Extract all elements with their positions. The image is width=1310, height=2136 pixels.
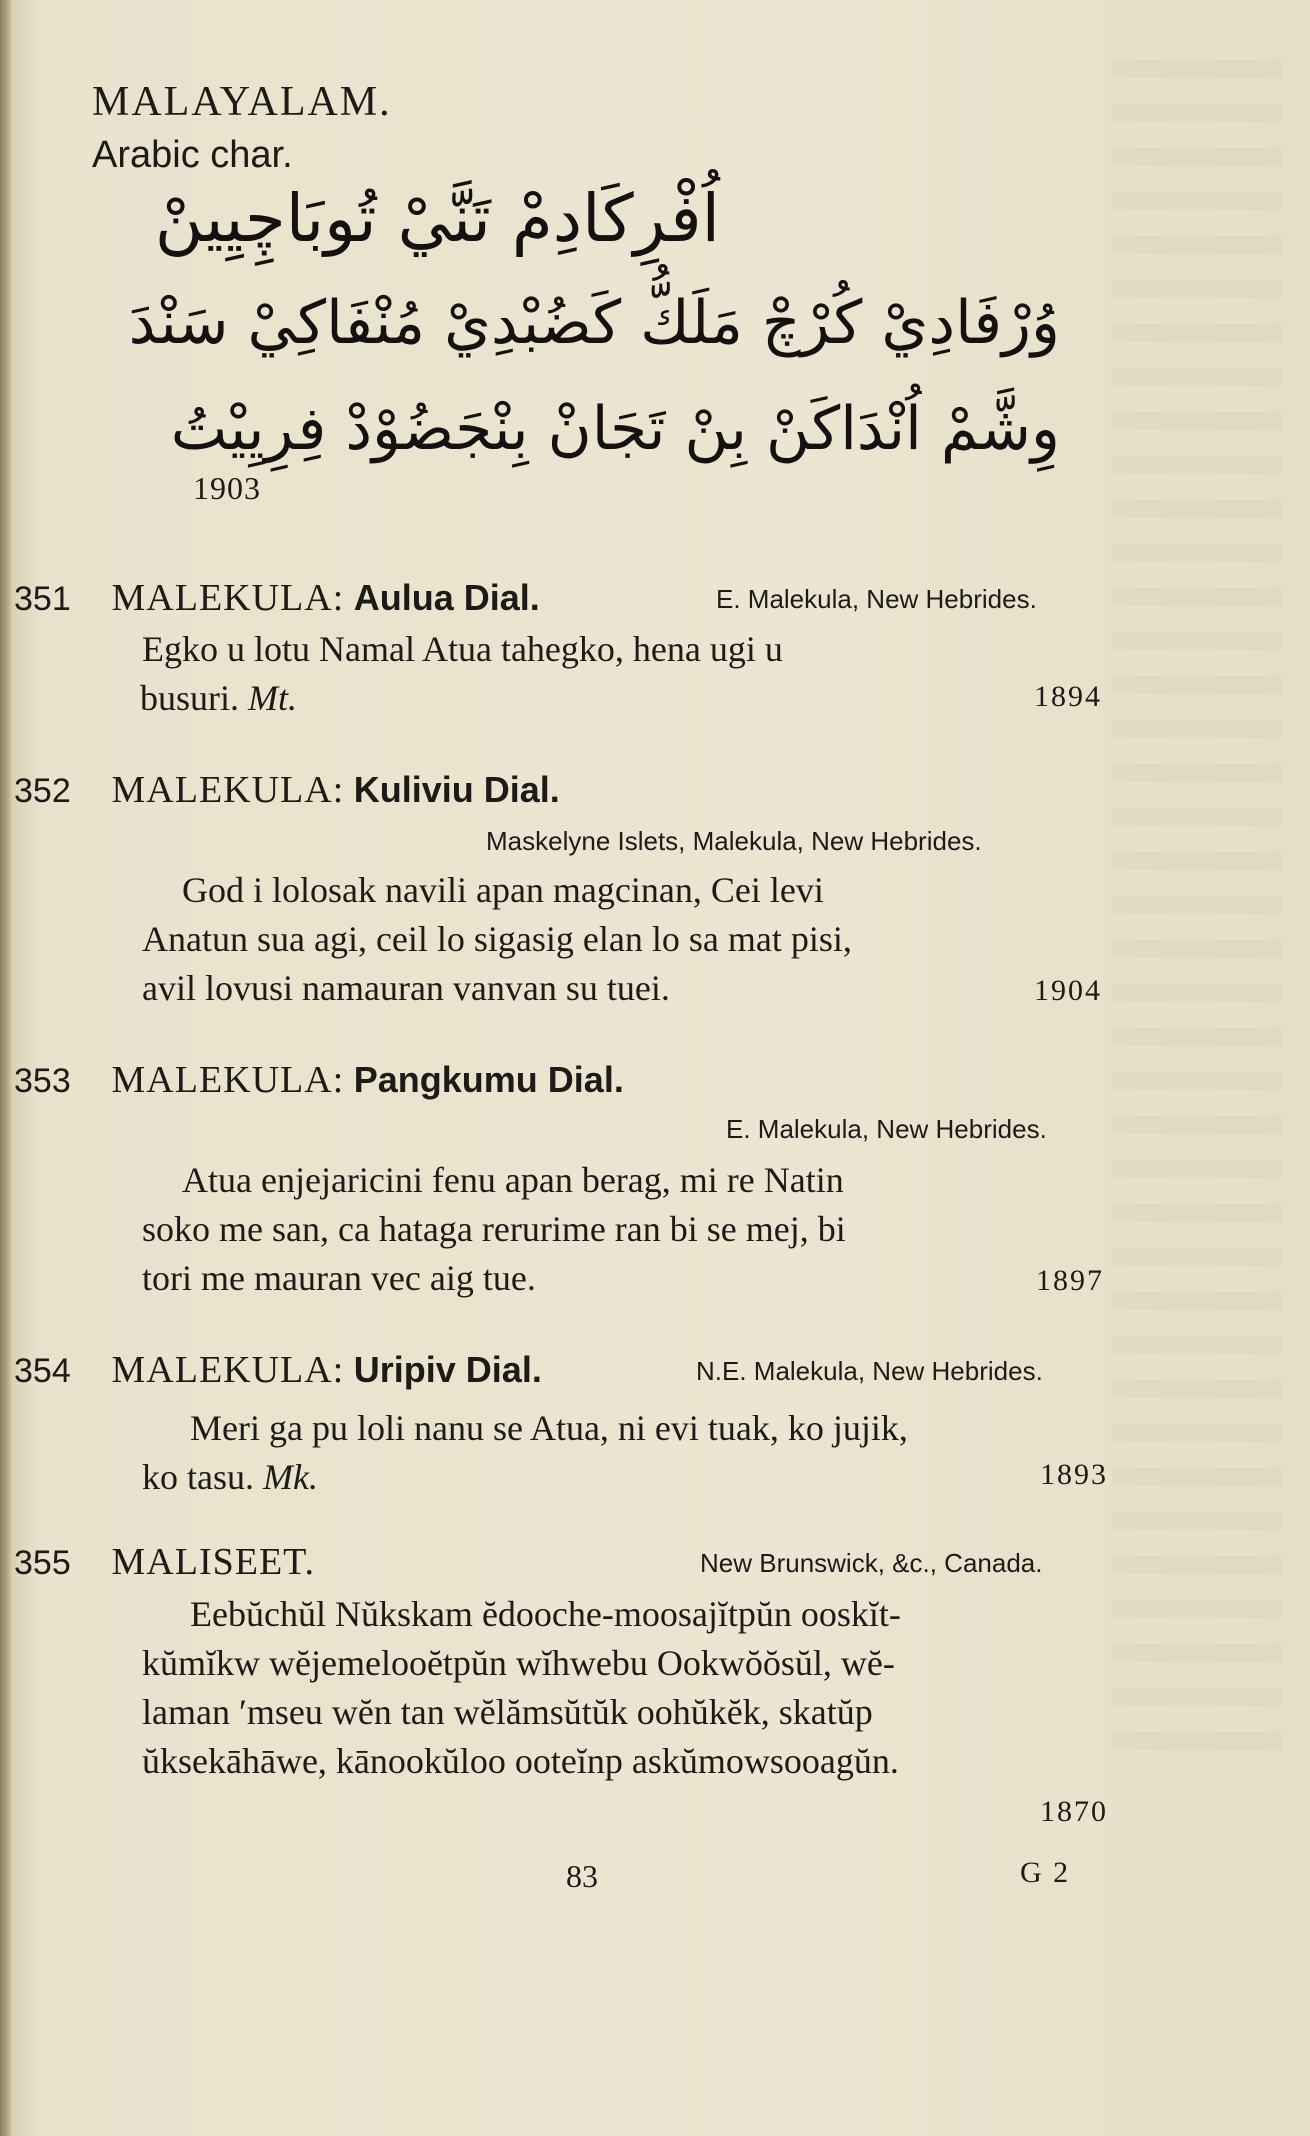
bleed-through-text [1112,60,1282,1760]
entry-352-year: 1904 [1034,974,1102,1007]
entry-354-verse [142,1404,1122,1502]
entry-353-location: E. Malekula, New Hebrides. [726,1114,1047,1144]
entry-language: MALEKULA: [111,577,345,619]
entry-352-heading [14,768,560,812]
entry-language: MALEKULA: [111,1059,345,1101]
entry-351-heading [14,576,540,620]
entry-352-verse [142,866,1122,1013]
entry-354-year: 1893 [1040,1458,1108,1491]
entry-number: 355 [14,1544,71,1582]
verse-line: tori me mauran vec aig tue. [142,1258,536,1298]
verse-line: Meri ga pu loli nanu se Atua, ni evi tuak, ko jujik, [190,1408,908,1448]
entry-351-location: E. Malekula, New Hebrides. [716,584,1037,614]
verse-line: ŭksekāhāwe, kānookŭloo ooteĭnp askŭmowsooagŭn. [142,1741,899,1781]
verse-line: kŭmĭkw wĕjemelooĕtpŭn wĭhwebu Ookwŏŏsŭl, wĕ- [142,1643,895,1683]
arabic-line-1: اُفْرِكَادِمْ تَنَّيْ تُوبَاچِيِينْ [154,180,720,257]
entry-353-verse [142,1156,1122,1303]
arabic-line-2: وُرْفَادِيْ كُرْچْ مَلَكُّ كَضُبْدِيْ مُنْفَاكِيْ سَنْدَ [128,288,1060,358]
entry-number: 354 [14,1352,71,1390]
entry-language: MALEKULA: [111,1349,345,1391]
signature-mark: G 2 [1020,1856,1071,1889]
verse-line: God i lolosak navili apan magcinan, Cei levi [182,870,824,910]
entry-number: 351 [14,580,71,618]
entry-355-year: 1870 [1040,1795,1108,1828]
verse-line: Anatun sua agi, ceil lo sigasig elan lo sa mat pisi, [142,919,852,959]
verse-line: Egko u lotu Namal Atua tahegko, hena ugi u [142,629,783,669]
verse-line-text: busuri. [140,678,239,718]
arabic-line-3: وِشَّمْ اُنْدَاكَنْ بِنْ تَجَانْ بِنْجَضُوْدْ فِرِيِيْتُ [170,394,1060,464]
arabic-script-verse [128,180,1060,520]
entry-352-location: Maskelyne Islets, Malekula, New Hebrides. [486,826,982,856]
verse-line: soko me san, ca hataga rerurime ran bi se mej, bi [142,1209,846,1249]
arabic-verse-year: 1903 [193,470,261,506]
verse-line: laman ʹmseu wĕn tan wĕlămsŭtŭk oohŭkĕk, skatŭp [142,1692,873,1732]
verse-line: Atua enjejaricini fenu apan berag, mi re Natin [182,1160,844,1200]
entry-354-location: N.E. Malekula, New Hebrides. [696,1356,1043,1386]
entry-dialect: Pangkumu Dial. [353,1059,624,1100]
entry-351-year: 1894 [1034,680,1102,713]
entry-351-verse [142,625,1122,723]
page-binding-shadow [0,0,12,2136]
verse-line: Eebŭchŭl Nŭkskam ĕdooche-moosajĭtpŭn ooskĭt- [190,1594,901,1634]
verse-line [142,1453,1122,1502]
entry-353-year: 1897 [1036,1264,1104,1297]
page-number: 83 [566,1858,598,1894]
section-title: MALAYALAM. [92,79,392,125]
verse-line-text: ko tasu. [142,1457,254,1497]
entry-dialect: Kuliviu Dial. [353,769,560,810]
verse-line: avil lovusi namauran vanvan su tuei. [142,968,670,1008]
entry-language: MALEKULA: [111,769,345,811]
section-subtitle: Arabic char. [92,134,293,176]
entry-number: 353 [14,1062,71,1100]
entry-dialect: Uripiv Dial. [353,1349,542,1390]
verse-reference: Mt. [248,678,297,718]
entry-355-verse [142,1590,1132,1786]
entry-number: 352 [14,772,71,810]
entry-355-heading [14,1540,315,1584]
verse-line [140,674,1122,723]
entry-355-location: New Brunswick, &c., Canada. [700,1548,1043,1578]
entry-353-heading [14,1058,624,1102]
entry-354-heading [14,1348,542,1392]
entry-dialect: Aulua Dial. [353,577,540,618]
verse-reference: Mk. [263,1457,318,1497]
entry-language: MALISEET. [111,1541,316,1583]
